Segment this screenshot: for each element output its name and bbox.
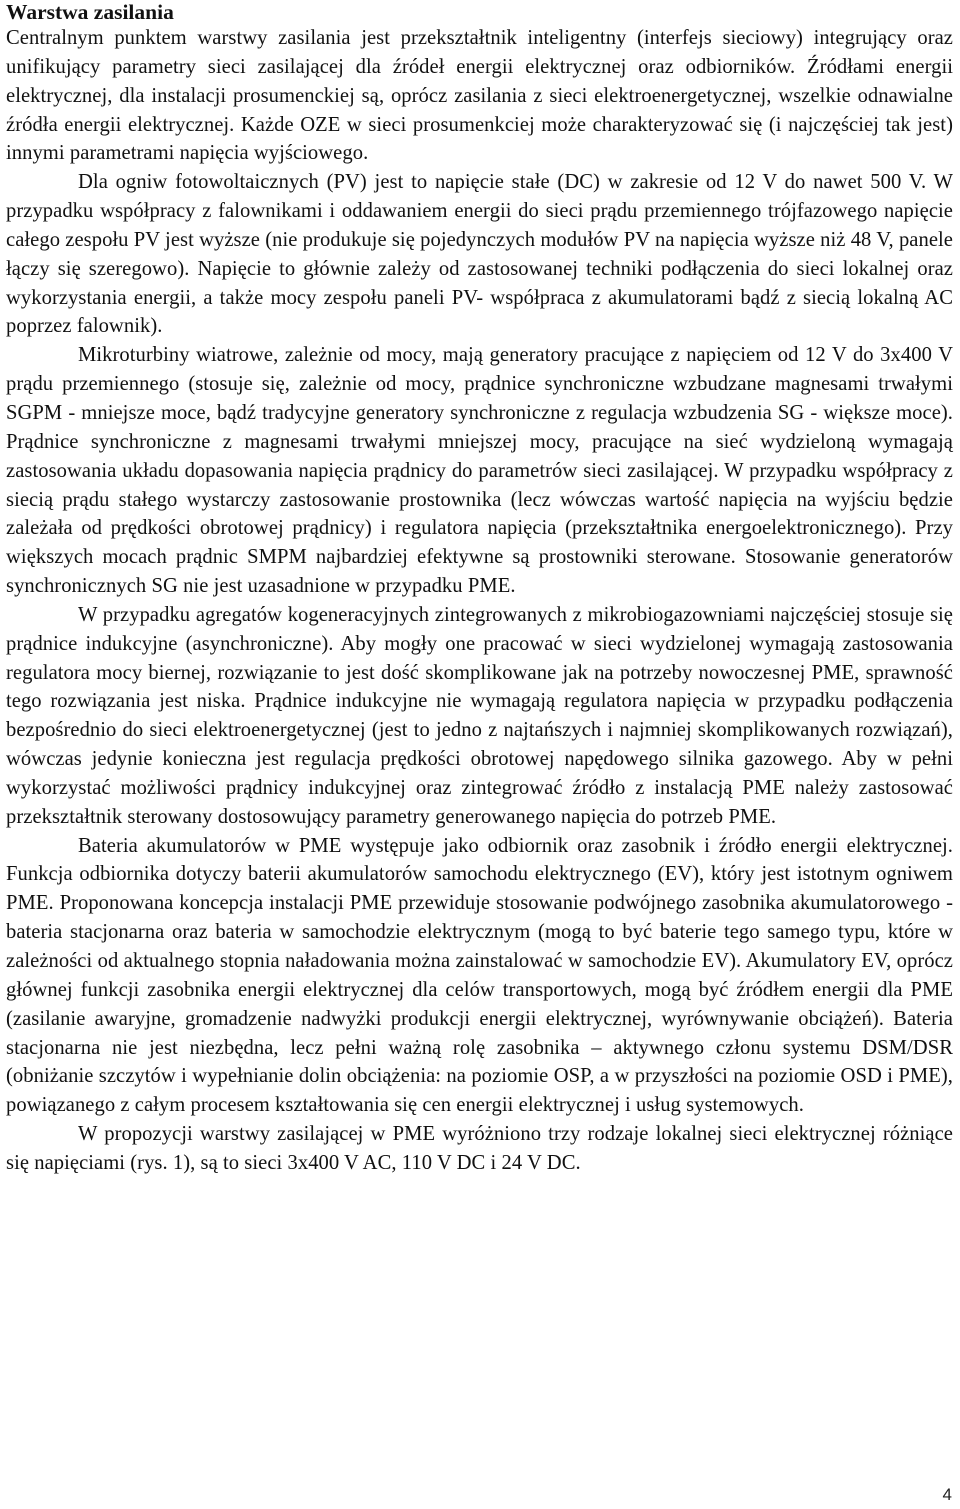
paragraph-network-types: W propozycji warstwy zasilającej w PME wyróżniono trzy rodzaje lokalnej sieci elektrycznej różniące się napięciami (rys. 1), są to sieci 3x400 V AC, 110 V DC i 24 V DC. bbox=[6, 1123, 953, 1174]
paragraph-cogeneration: W przypadku agregatów kogeneracyjnych zintegrowanych z mikrobiogazowniami najczęściej stosuje się prądnice indukcyjne (asynchroniczne). Aby mogły one pracować w sieci wydzielonej wymagają zastosowania regulatora mocy biernej, rozwiązanie to jest dość skomplikowane jak na potrzeby nowoczesnej PME, sprawność tego rozwiązania jest niska. Prądnice indukcyjne nie wymagają regulatora napięcia w przypadku podłączenia bezpośrednio do sieci elektroenergetycznej (jest to jedno z najtańszych i najmniej skomplikowanych rozwiązań), wówczas jedynie konieczna jest regulacja prędkości obrotowej napędowego silnika gazowego. Aby w pełni wykorzystać możliwości prądnicy indukcyjnej oraz zintegrować źródło z instalacją PME należy zastosować przekształtnik sterowany dostosowujący parametry generowanego napięcia do potrzeb PME. bbox=[6, 603, 953, 828]
section-heading: Warstwa zasilania bbox=[6, 0, 174, 24]
page-number: 4 bbox=[942, 1485, 952, 1504]
paragraph-photovoltaics: Dla ogniw fotowoltaicznych (PV) jest to napięcie stałe (DC) w zakresie od 12 V do nawet 500 V. W przypadku współpracy z falownikami i oddawaniem energii do sieci prądu przemiennego trójfazowego napięcie całego zespołu PV jest wyższe (nie produkuje się pojedynczych modułów PV na napięcia wyższe niż 48 V, panele łączy się szeregowo). Napięcie to głównie zależy od zastosowanej techniki podłączenia do sieci lokalnej oraz wykorzystania energii, a także mocy zespołu paneli PV- współpraca z akumulatorami bądź z siecią lokalną AC poprzez falownik). bbox=[6, 171, 953, 338]
paragraph-wind-microturbines: Mikroturbiny wiatrowe, zależnie od mocy, mają generatory pracujące z napięciem od 12 V do 3x400 V prądu przemiennego (stosuje się, zależnie od mocy, prądnice synchroniczne wzbudzane magnesami trwałymi SGPM - mniejsze moce, bądź tradycyjne generatory synchroniczne z regulacja wzbudzenia SG - większe moce). Prądnice synchroniczne z magnesami trwałymi mniejszej mocy, pracujące na sieć wydzieloną wymagają zastosowania układu dopasowania napięcia prądnicy do parametrów sieci zasilającej. W przypadku współpracy z siecią prądu stałego wystarczy zastosowanie prostownika (lecz wówczas wartość napięcia na wyjściu będzie zależała od prędkości obrotowej prądnicy) i regulatora napięcia (przekształtnika energoelektronicznego). Przy większych mocach prądnic SMPM najbardziej efektywne są prostowniki sterowane. Stosowanie generatorów synchronicznych SG nie jest uzasadnione w przypadku PME. bbox=[6, 344, 953, 598]
paragraph-battery: Bateria akumulatorów w PME występuje jako odbiornik oraz zasobnik i źródło energii elektrycznej. Funkcja odbiornika dotyczy baterii akumulatorów samochodu elektrycznego (EV), który jest istotnym ogniwem PME. Proponowana koncepcja instalacji PME przewiduje stosowanie podwójnego zasobnika akumulatorowego - bateria stacjonarna oraz bateria w samochodzie elektrycznym (mogą to być baterie tego samego typu, które w zależności od aktualnego stopnia naładowania można zainstalować w samochodzie EV). Akumulatory EV, oprócz głównej funkcji zasobnika energii elektrycznej dla celów transportowych, mogą być źródłem energii dla PME (zasilanie awaryjne, gromadzenie nadwyżki produkcji energii elektrycznej, wyrównywanie obciążeń). Bateria stacjonarna nie jest niezbędna, lecz pełni ważną rolę zasobnika – aktywnego członu systemu DSM/DSR (obniżanie szczytów i wypełnianie dolin obciążenia: na poziomie OSP, a w przyszłości na poziomie OSD i PME), powiązanego z całym procesem kształtowania się cen energii elektrycznej i usług systemowych. bbox=[6, 834, 953, 1117]
paragraph-intro: Centralnym punktem warstwy zasilania jest przekształtnik inteligentny (interfejs sieciowy) integrujący oraz unifikujący parametry sieci zasilającej dla źródeł energii elektrycznej oraz odbiorników. Źródłami energii elektrycznej, dla instalacji prosumenckiej są, oprócz zasilania z sieci elektroenergetycznej, wszelkie odnawialne źródła energii elektrycznej. Każde OZE w sieci prosumenkciej może charakteryzować się (i najczęściej tak jest) innymi parametrami napięcia wyjściowego. bbox=[6, 27, 953, 165]
